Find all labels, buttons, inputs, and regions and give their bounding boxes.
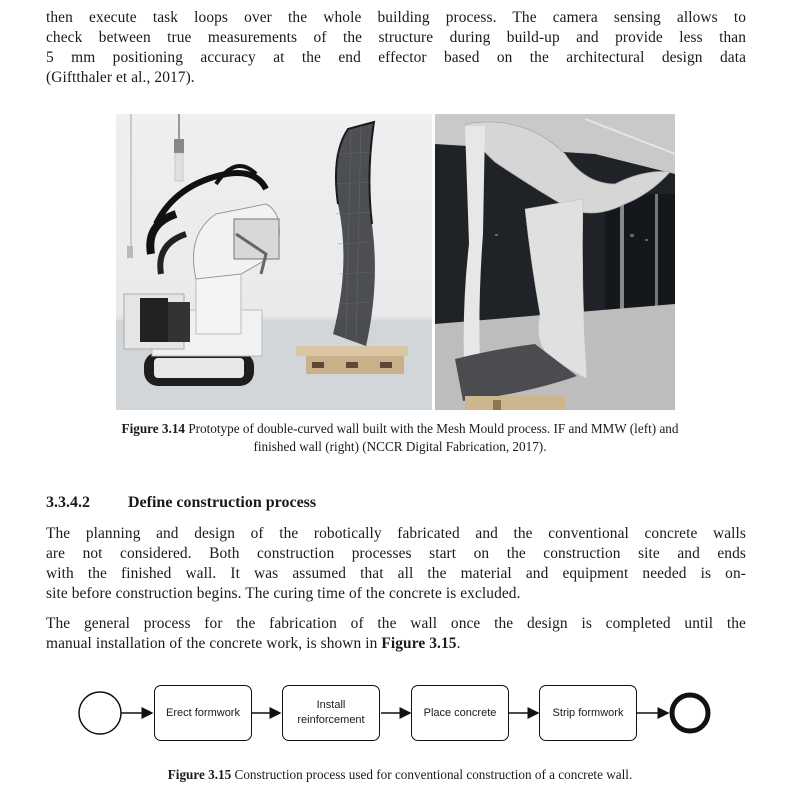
- paragraph-line: (Giftthaler et al., 2017).: [46, 69, 195, 86]
- figure-reference-link[interactable]: Figure 3.15: [381, 635, 457, 652]
- step-label: Install: [316, 699, 346, 711]
- section-heading: [46, 494, 316, 512]
- step-label: Strip formwork: [552, 706, 624, 719]
- paragraph-line: are not considered. Both construction processes start on the construction site and ends: [46, 545, 746, 562]
- process-step-strip-formwork: [539, 685, 637, 741]
- step-label: Erect formwork: [166, 706, 240, 719]
- paragraph-line: 5 mm positioning accuracy at the end effector based on the architectural design data: [46, 49, 746, 66]
- paragraph-line: then execute task loops over the whole building process. The camera sensing allows to: [46, 9, 746, 26]
- finished-concrete-wall-photo: [435, 114, 675, 410]
- start-event-circle: [79, 692, 121, 734]
- figure-label: Figure 3.15: [167, 767, 232, 782]
- paragraph-line: with the finished wall. It was assumed that all the material and equipment needed is on-: [46, 565, 746, 582]
- intro-paragraph: [46, 8, 746, 88]
- process-step-place-concrete: [411, 685, 509, 741]
- caption-text: Prototype of double-curved wall built with the Mesh Mould process. IF and MMW (left) and: [185, 421, 679, 436]
- figure-3-14: [116, 114, 675, 410]
- robot-and-mesh-wall-photo: [116, 114, 432, 410]
- body-paragraph: [46, 524, 746, 604]
- step-label: Place concrete: [423, 706, 497, 719]
- body-paragraph: [46, 614, 746, 654]
- paragraph-text: .: [456, 635, 461, 652]
- paragraph-line: The general process for the fabrication of the wall once the design is completed until the: [46, 615, 746, 632]
- paragraph-text: manual installation of the concrete work, is shown in: [46, 635, 382, 652]
- figure-3-15-process-diagram: [0, 670, 800, 760]
- figure-3-15-caption: [50, 766, 750, 784]
- section-title: Define construction process: [128, 494, 317, 511]
- caption-text: finished wall (right) (NCCR Digital Fabrication, 2017).: [253, 439, 547, 454]
- paragraph-line: [46, 634, 746, 654]
- paragraph-line: check between true measurements of the structure during build-up and provide less than: [46, 29, 746, 46]
- end-event-circle: [672, 695, 708, 731]
- section-number: 3.3.4.2: [46, 494, 90, 511]
- process-step-install-reinforcement: [282, 685, 380, 741]
- step-label: reinforcement: [297, 714, 365, 726]
- process-step-erect-formwork: [154, 685, 252, 741]
- figure-label: Figure 3.14: [121, 421, 186, 436]
- caption-text: Construction process used for conventional construction of a concrete wall.: [231, 767, 633, 782]
- paragraph-line: The planning and design of the robotically fabricated and the conventional concrete walls: [46, 525, 746, 542]
- figure-3-14-caption: [50, 420, 750, 456]
- paragraph-line: site before construction begins. The curing time of the concrete is excluded.: [46, 585, 521, 602]
